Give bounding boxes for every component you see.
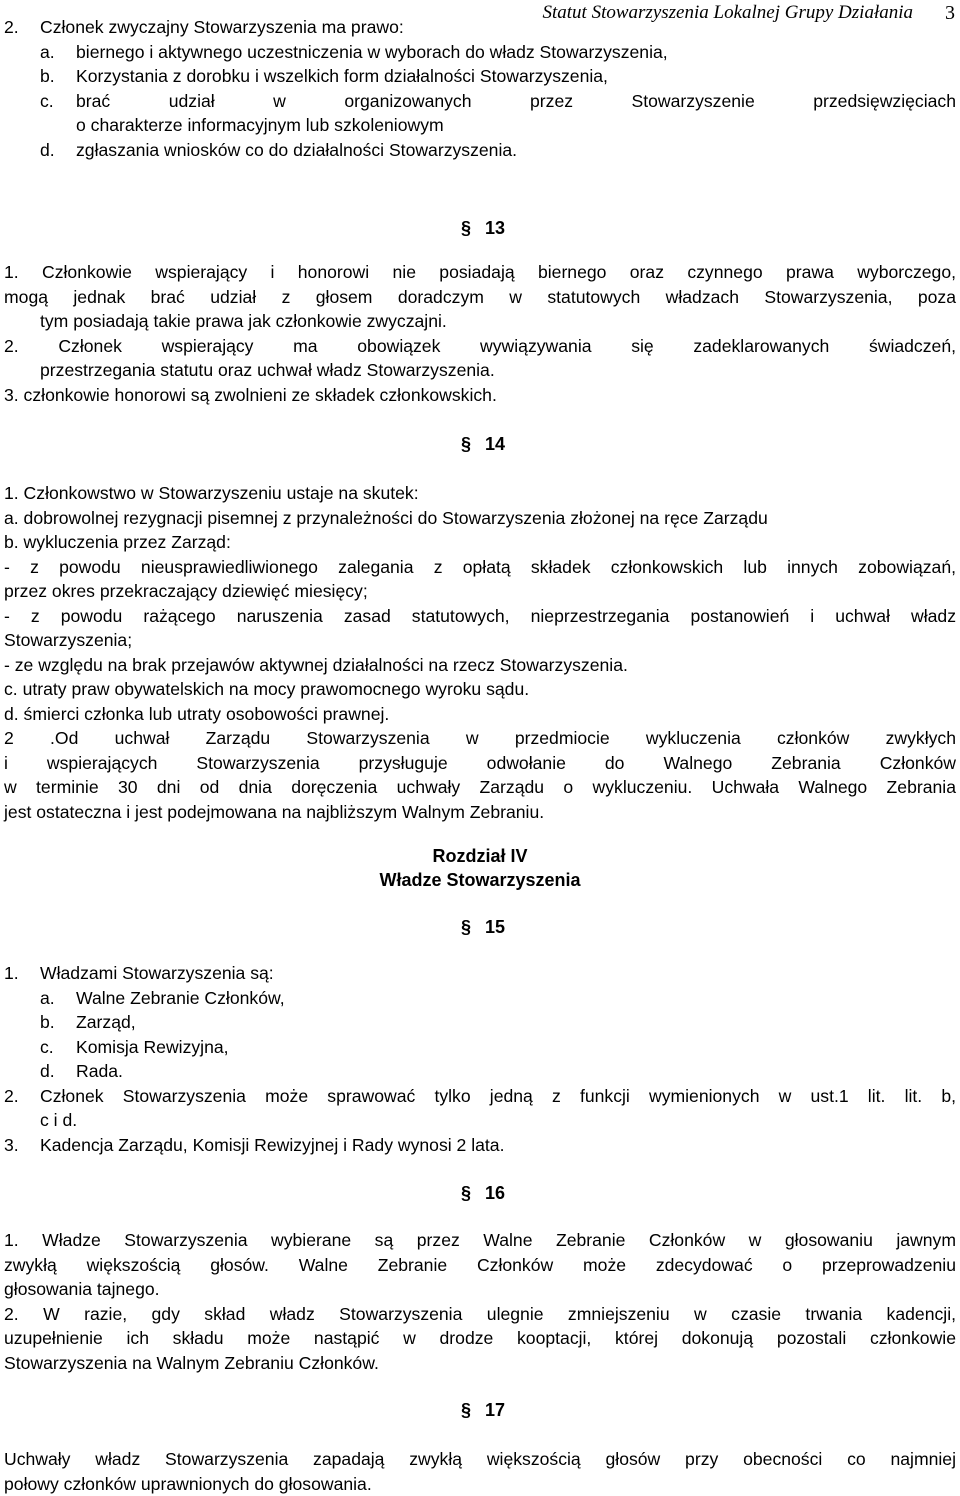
section-16-body [4,1228,956,1375]
section-sign: § [461,218,472,238]
section-number: 17 [485,1400,506,1420]
section-number: 15 [485,917,506,937]
paragraph-line: - ze względu na brak przejawów aktywnej działalności na rzecz Stowarzyszenia. [4,654,628,675]
item-marker: d. [40,1061,55,1081]
paragraph-line: - z powodu rażącego naruszenia zasad statutowych, nieprzestrzegania postanowień i uchwał władz [4,605,956,626]
item-text-continuation: c i d. [40,1110,78,1130]
paragraph-line: jest ostateczna i jest podejmowana na najbliższym Walnym Zebraniu. [4,801,545,822]
list-item [40,64,956,89]
item-text: Komisja Rewizyjna, [76,1036,229,1057]
item-text: Korzystania z dorobku i wszelkich form działalności Stowarzyszenia, [76,66,608,86]
item-text-continuation: o charakterze informacyjnym lub szkoleniowym [76,115,444,135]
list-item [4,1084,956,1133]
section-heading-13 [461,216,505,241]
list-item [40,138,956,163]
item-marker: 3. [4,1134,19,1155]
paragraph-line: przestrzegania statutu oraz uchwał władz Stowarzyszenia. [40,360,495,380]
item-marker: c. [40,90,54,111]
paragraph-line: 2 .Od uchwał Zarządu Stowarzyszenia w przedmiocie wykluczenia członków zwykłych [4,728,956,748]
paragraph-line: d. śmierci członka lub utraty osobowości prawnej. [4,703,390,724]
paragraph-line: przez okres przekraczający dziewięć miesięcy; [4,581,368,601]
paragraph-line: Stowarzyszenia na Walnym Zebraniu Członków. [4,1352,379,1373]
section-heading-16 [461,1181,505,1206]
chapter-title: Rozdział IV [432,846,528,866]
list-item [4,961,956,986]
paragraph-line: 1. Członkowie wspierający i honorowi nie posiadają biernego oraz czynnego prawa wyborczego, [4,262,956,282]
section-number: 13 [485,218,506,238]
section-heading-17 [461,1398,505,1423]
member-rights-block [4,15,956,162]
item-marker: a. [40,987,55,1008]
paragraph-line: a. dobrowolnej rezygnacji pisemnej z przynależności do Stowarzyszenia złożonej na ręce Zarządu [4,507,768,528]
paragraph-line: połowy członków uprawnionych do głosowania. [4,1473,372,1494]
section-sign: § [461,434,472,454]
list-item [4,1133,956,1158]
item-text: Rada. [76,1061,123,1081]
paragraph-line: uzupełnienie ich składu może nastąpić w drodze kooptacji, której dokonują pozostali członkowie [4,1328,956,1348]
item-marker: a. [40,41,55,62]
item-marker: c. [40,1036,54,1057]
item-marker: 2. [4,17,19,37]
list-item [40,1035,956,1060]
section-sign: § [461,1183,472,1203]
item-marker: b. [40,1012,55,1032]
section-sign: § [461,1400,472,1420]
paragraph-line: 1. Władze Stowarzyszenia wybierane są przez Walne Zebranie Członków w głosowaniu jawnym [4,1230,956,1250]
section-number: 16 [485,1183,506,1203]
section-heading-15 [461,915,505,940]
paragraph-line: Uchwały władz Stowarzyszenia zapadają zwykłą większością głosów przy obecności co najmniej [4,1449,956,1469]
item-text: Członek zwyczajny Stowarzyszenia ma prawo: [40,17,404,37]
page-number: 3 [945,2,955,24]
list-item [40,986,956,1011]
item-marker: d. [40,139,55,160]
chapter-subtitle: Władze Stowarzyszenia [379,870,581,890]
item-text: Kadencja Zarządu, Komisji Rewizyjnej i Rady wynosi 2 lata. [40,1134,505,1155]
item-text: Członek Stowarzyszenia może sprawować tylko jedną z funkcji wymienionych w ust.1 lit. lit. b, [40,1085,956,1106]
item-marker: b. [40,66,55,86]
list-item [40,1059,956,1084]
list-item [40,89,956,138]
list-item [40,1010,956,1035]
paragraph-line: tym posiadają takie prawa jak członkowie zwyczajni. [40,311,447,331]
section-15-body [4,961,956,1157]
list-item [4,15,956,40]
section-17-body [4,1447,956,1496]
paragraph-line: 3. członkowie honorowi są zwolnieni ze składek członkowskich. [4,384,497,405]
paragraph-line: b. wykluczenia przez Zarząd: [4,532,231,552]
paragraph-line: 2. W razie, gdy skład władz Stowarzyszenia ulegnie zmniejszeniu w czasie trwania kadencji, [4,1303,956,1324]
item-text: zgłaszania wniosków co do działalności Stowarzyszenia. [76,139,518,160]
paragraph-line: - z powodu nieusprawiedliwionego zalegania z opłatą składek członkowskich lub innych zobowiązań, [4,556,956,577]
item-text: Władzami Stowarzyszenia są: [40,963,274,983]
item-marker: 1. [4,963,19,983]
paragraph-line: Stowarzyszenia; [4,630,133,650]
section-14-body [4,481,956,824]
list-item [40,40,956,65]
paragraph-line: 1. Członkowstwo w Stowarzyszeniu ustaje na skutek: [4,483,419,503]
paragraph-line: c. utraty praw obywatelskich na mocy prawomocnego wyroku sądu. [4,679,530,699]
section-number: 14 [485,434,506,454]
item-marker: 2. [4,1085,19,1106]
paragraph-line: i wspierających Stowarzyszenia przysługuje odwołanie do Walnego Zebrania Członków [4,752,956,773]
item-text: Zarząd, [76,1012,136,1032]
paragraph-line: 2. Członek wspierający ma obowiązek wywiązywania się zadeklarowanych świadczeń, [4,335,956,356]
paragraph-line: zwykłą większością głosów. Walne Zebranie Członków może zdecydować o przeprowadzeniu [4,1254,956,1275]
section-heading-14 [461,432,505,457]
paragraph-line: w terminie 30 dni od dnia doręczenia uchwały Zarządu o wykluczeniu. Uchwała Walnego Zebrania [4,777,956,797]
header-title: Statut Stowarzyszenia Lokalnej Grupy Działania [542,2,913,23]
paragraph-line: głosowania tajnego. [4,1279,160,1299]
item-text: brać udział w organizowanych przez Stowarzyszenie przedsięwzięciach [76,90,956,111]
section-13-body [4,260,956,407]
paragraph-line: mogą jednak brać udział z głosem doradczym w statutowych władzach Stowarzyszenia, poza [4,286,956,307]
item-text: Walne Zebranie Członków, [76,987,285,1008]
item-text: biernego i aktywnego uczestniczenia w wyborach do władz Stowarzyszenia, [76,41,668,62]
section-sign: § [461,917,472,937]
